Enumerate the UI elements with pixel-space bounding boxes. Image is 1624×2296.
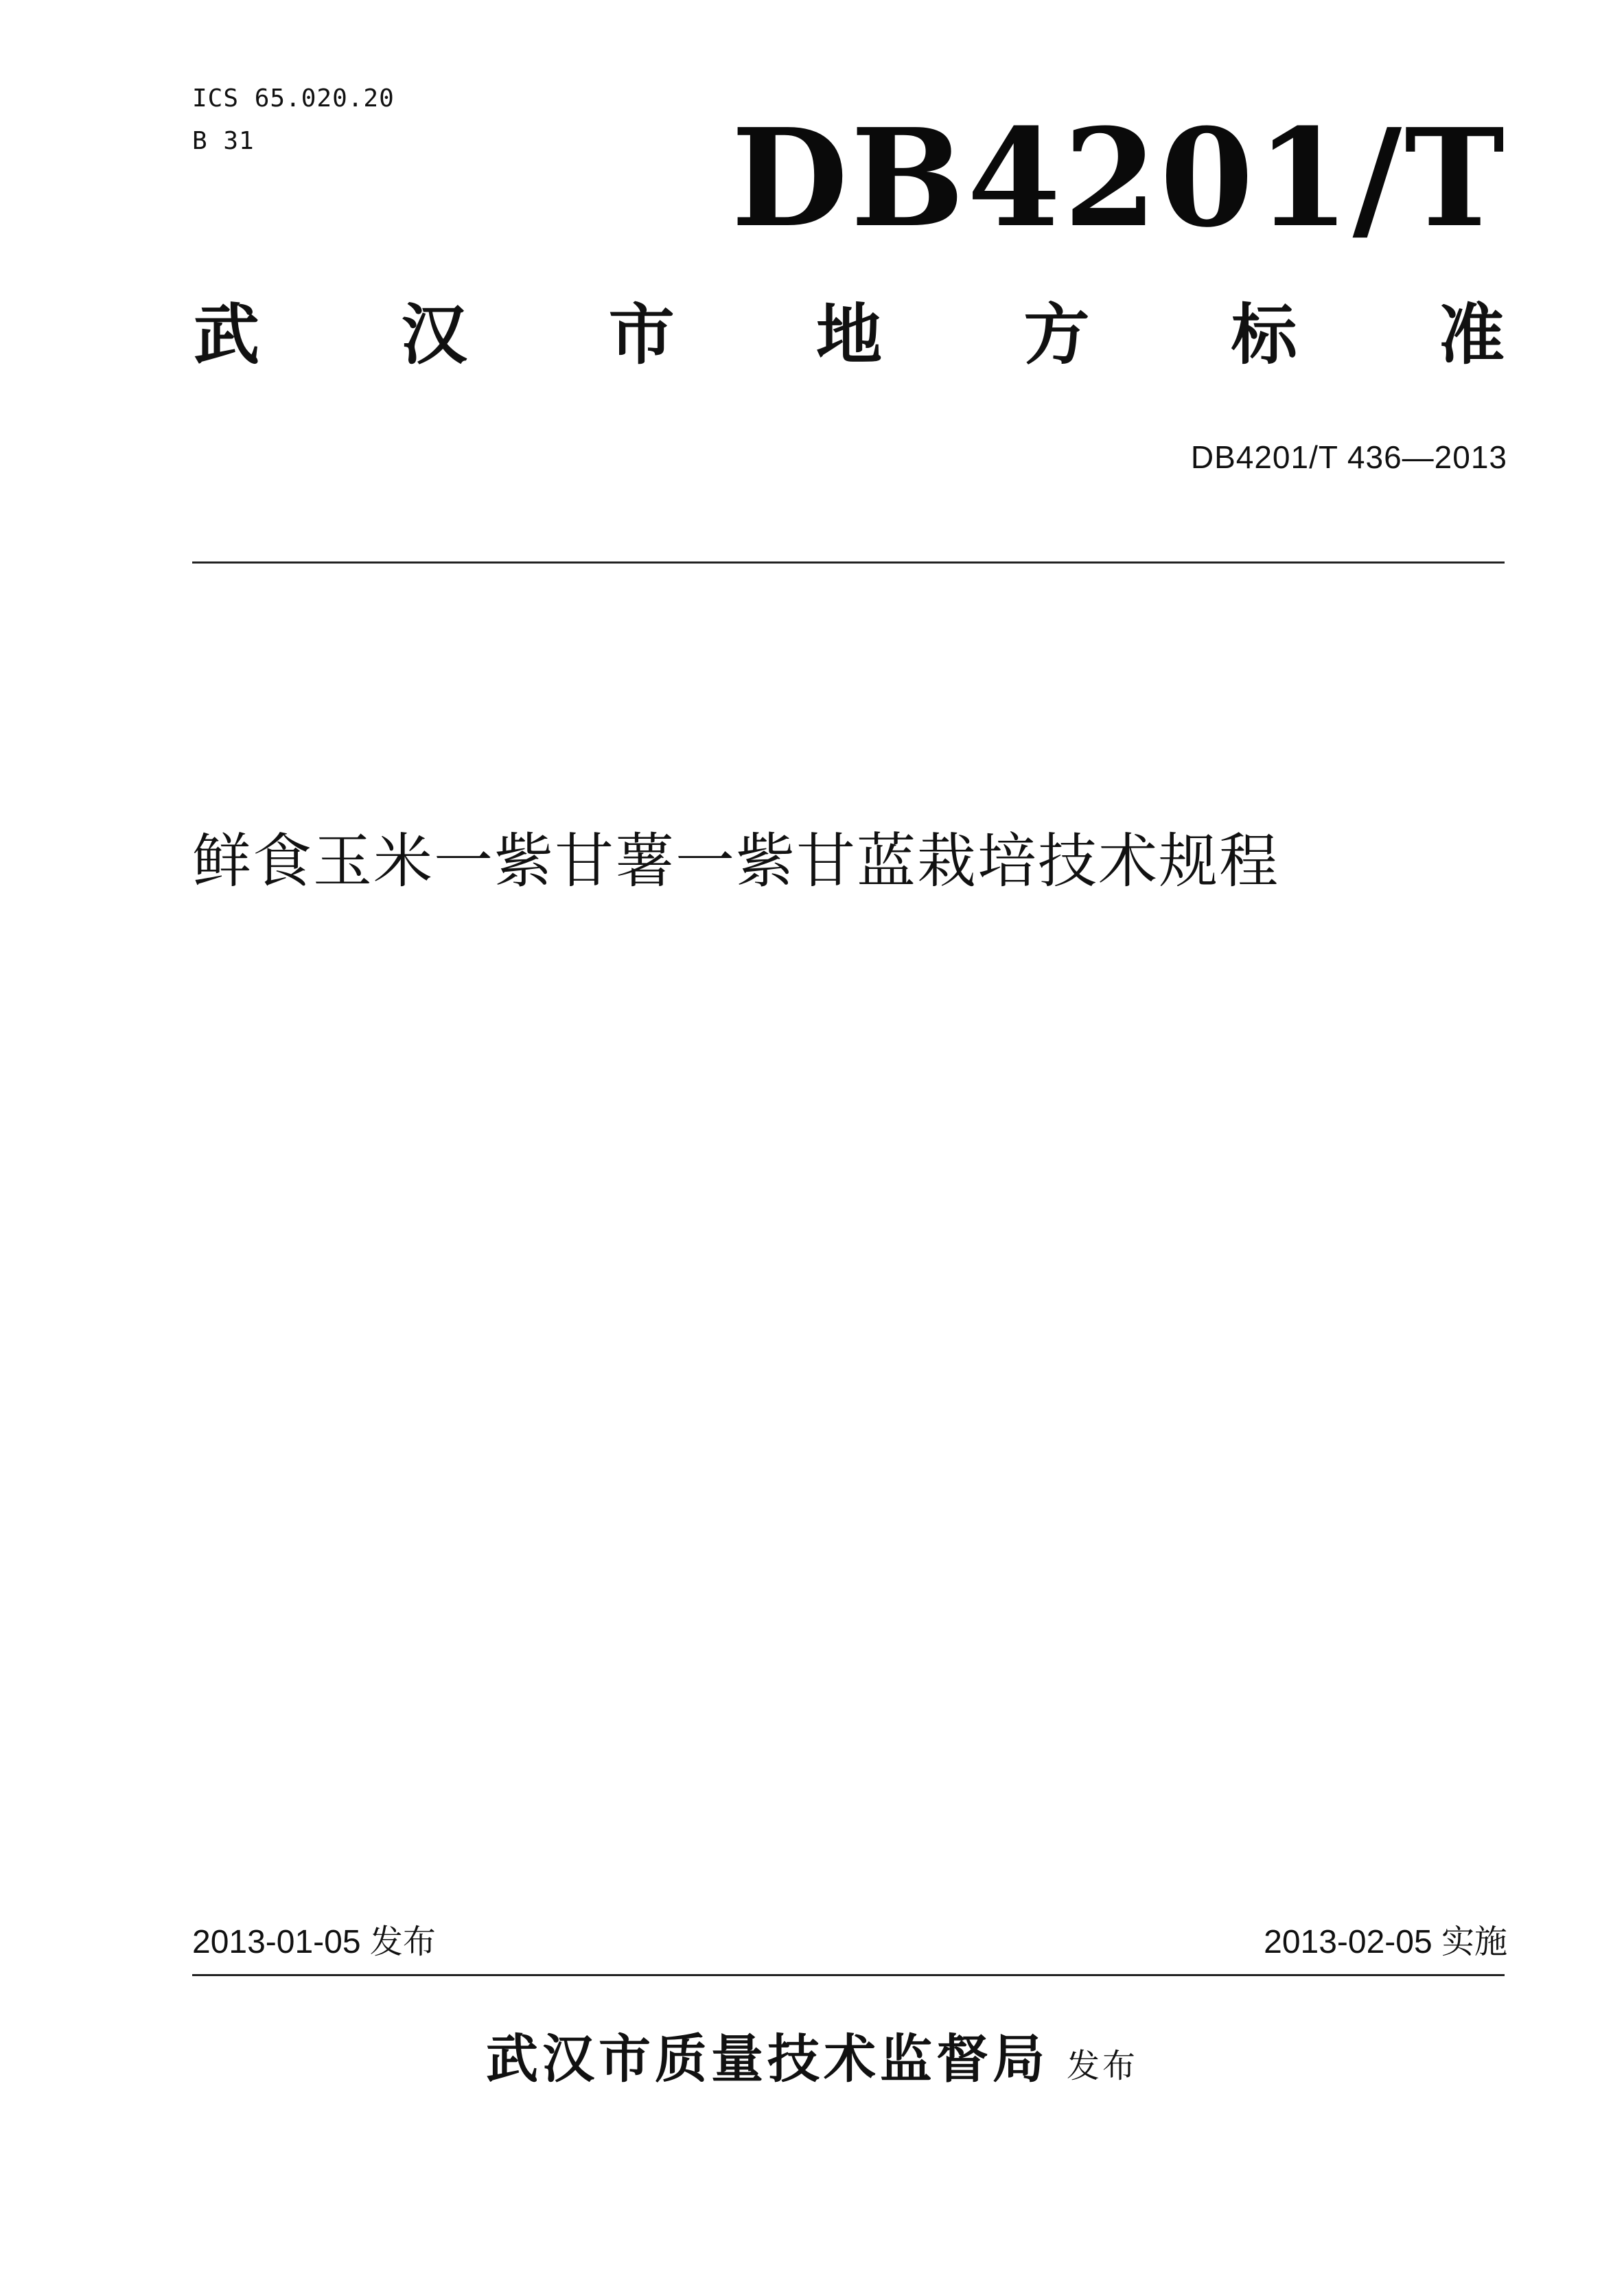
- standard-type-heading: [194, 294, 1505, 376]
- standard-number: DB4201/T 436—2013: [1190, 439, 1507, 475]
- standard-type-char: 武: [194, 297, 259, 373]
- standard-type-char: 方: [1023, 297, 1090, 373]
- document-title: 鲜食玉米一紫甘薯一紫甘蓝栽培技术规程: [192, 827, 1279, 896]
- top-divider: [192, 561, 1505, 564]
- standard-type-char: 标: [1231, 297, 1297, 373]
- standard-code-large: DB4201/T: [731, 100, 1507, 257]
- implement-date: 2013-02-05 实施: [1264, 1924, 1507, 1960]
- issuer-name: 武汉市质量技术监督局: [485, 2028, 1049, 2089]
- ics-code: ICS 65.020.20: [192, 84, 395, 113]
- standard-type-char: 市: [608, 297, 675, 373]
- standard-type-char: 汉: [401, 297, 467, 373]
- standard-type-char: 地: [815, 297, 882, 373]
- issuer-line: [0, 2025, 1624, 2094]
- standard-type-char: 准: [1438, 297, 1505, 373]
- publish-date: 2013-01-05 发布: [192, 1924, 436, 1960]
- issuer-suffix: 发布: [1066, 2047, 1138, 2085]
- ccs-code: B 31: [192, 127, 255, 155]
- bottom-divider: [192, 1974, 1505, 1976]
